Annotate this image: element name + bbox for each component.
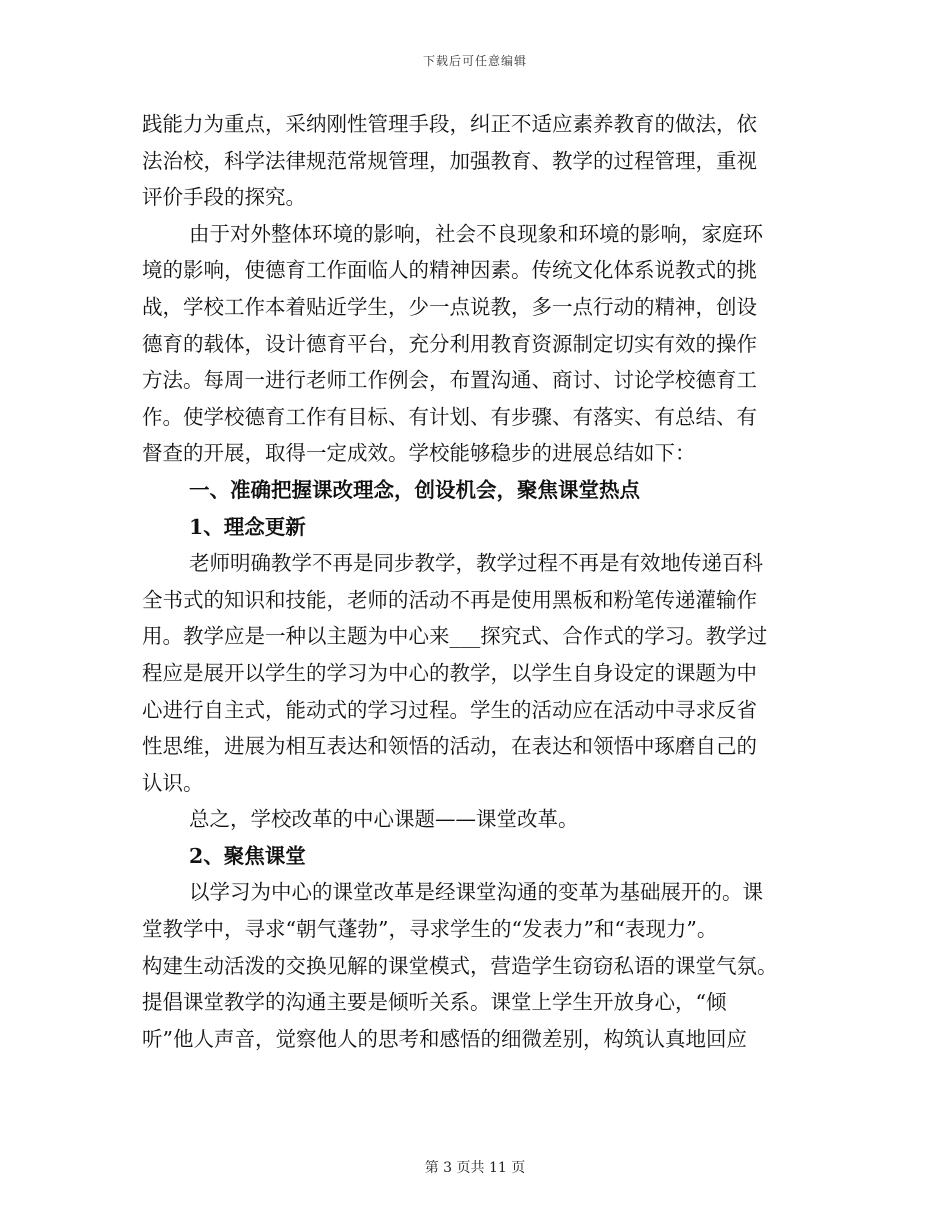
paragraph-line: 构建生动活泼的交换见解的课堂模式，营造学生窃窃私语的课堂气氛。 xyxy=(142,953,778,978)
paragraph-line: 作。使学校德育工作有目标、有计划、有步骤、有落实、有总结、有 xyxy=(142,404,757,429)
paragraph-line: 德育的载体，设计德育平台，充分利用教育资源制定切实有效的操作 xyxy=(142,331,757,356)
paragraph-line: 听”他人声音，觉察他人的思考和感悟的细微差别，构筑认真地回应 xyxy=(142,1026,747,1051)
section-heading-line: 2、聚焦课堂 xyxy=(189,843,306,868)
paragraph-line: 方法。每周一进行老师工作例会，布置沟通、商讨、讨论学校德育工 xyxy=(142,368,757,393)
paragraph-line: 督查的开展，取得一定成效。学校能够稳步的进展总结如下： xyxy=(142,441,696,466)
paragraph-line: 总之，学校改革的中心课题——课堂改革。 xyxy=(189,807,579,832)
paragraph-line: 法治校，科学法律规范常规管理，加强教育、教学的过程管理，重视 xyxy=(142,148,757,173)
paragraph-line: 性思维，进展为相互表达和领悟的活动，在表达和领悟中琢磨自己的 xyxy=(142,734,757,759)
paragraph-line: 用。教学应是一种以主题为中心来___探究式、合作式的学习。教学过 xyxy=(142,624,768,649)
page-footer: 第 3 页共 11 页 xyxy=(424,1160,526,1176)
paragraph-line: 战，学校工作本着贴近学生，少一点说教，多一点行动的精神，创设 xyxy=(142,294,757,319)
paragraph-line: 老师明确教学不再是同步教学，教学过程不再是有效地传递百科 xyxy=(189,551,763,576)
section-heading-line: 一、准确把握课改理念，创设机会，聚焦课堂热点 xyxy=(189,477,640,502)
paragraph-line: 评价手段的探究。 xyxy=(142,185,306,210)
document-body xyxy=(142,106,806,1057)
paragraph-line: 认识。 xyxy=(142,770,204,795)
paragraph-line: 境的影响，使德育工作面临人的精神因素。传统文化体系说教式的挑 xyxy=(142,258,757,283)
section-heading-line: 1、理念更新 xyxy=(189,514,306,539)
paragraph-line: 程应是展开以学生的学习为中心的教学，以学生自身设定的课题为中 xyxy=(142,660,757,685)
paragraph-line: 由于对外整体环境的影响，社会不良现象和环境的影响，家庭环 xyxy=(189,221,763,246)
paragraph-line: 全书式的知识和技能，老师的活动不再是使用黑板和粉笔传递灌输作 xyxy=(142,587,757,612)
paragraph-line: 提倡课堂教学的沟通主要是倾听关系。课堂上学生开放身心，“倾 xyxy=(142,990,727,1015)
paragraph-line: 践能力为重点，采纳刚性管理手段，纠正不适应素养教育的做法，依 xyxy=(142,112,757,136)
paragraph-line: 心进行自主式，能动式的学习过程。学生的活动应在活动中寻求反省 xyxy=(142,697,757,722)
paragraph-line: 以学习为中心的课堂改革是经课堂沟通的变革为基础展开的。课 xyxy=(189,880,763,905)
page-header: 下载后可任意编辑 xyxy=(422,54,527,68)
paragraph-line: 堂教学中，寻求“朝气蓬勃”，寻求学生的“发表力”和“表现力”。 xyxy=(142,917,718,942)
